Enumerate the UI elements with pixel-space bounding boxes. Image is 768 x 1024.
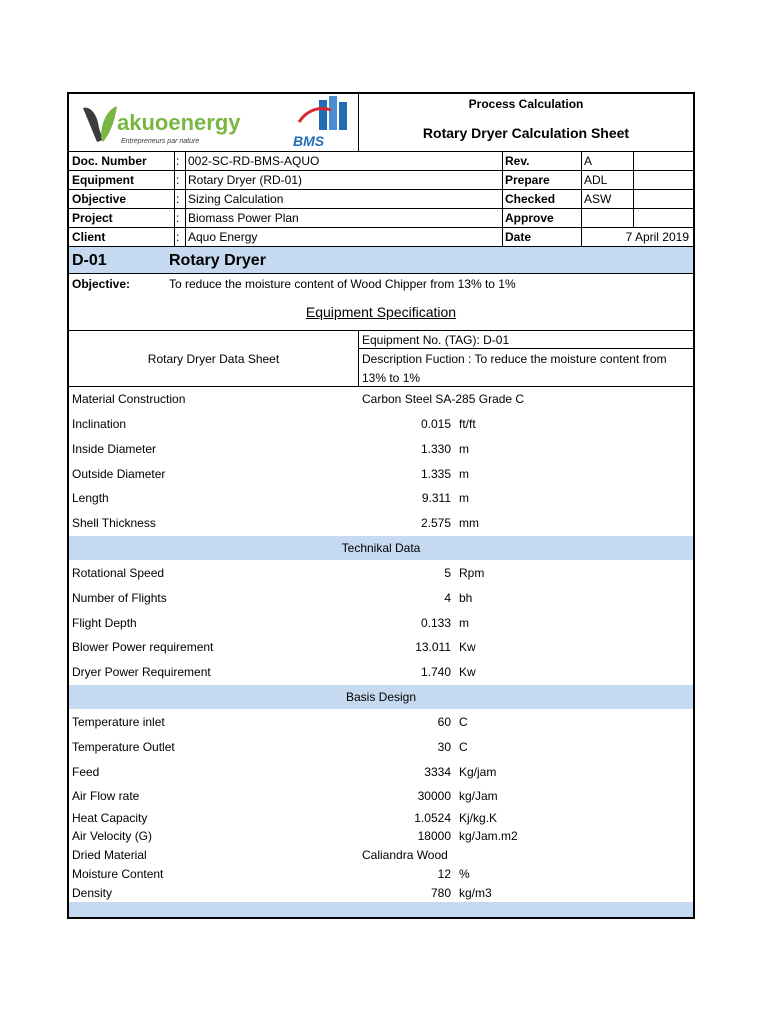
row-unit: m	[459, 491, 469, 506]
material-value: Carbon Steel SA-285 Grade C	[362, 392, 525, 406]
doc-sep: :	[176, 154, 180, 168]
doc-value: Aquo Energy	[188, 230, 258, 244]
row-label: Temperature Outlet	[72, 739, 175, 754]
row-unit: mm	[459, 516, 479, 531]
sheet-title: Rotary Dryer Calculation Sheet	[422, 125, 630, 141]
row-unit: bh	[459, 590, 473, 605]
doc-right-value: ASW	[584, 192, 612, 206]
doc-sep: :	[176, 173, 180, 187]
doc-right-label: Date	[505, 230, 532, 244]
row-unit: m	[459, 615, 469, 630]
row-value: 1.0524	[414, 811, 451, 825]
tag-label: Equipment No. (TAG): D-01	[362, 333, 510, 347]
row-value: 60	[437, 715, 451, 729]
calculation-sheet	[67, 92, 695, 919]
row-label: Rotational Speed	[72, 566, 165, 580]
row-label: Dryer Power Requirement	[72, 665, 211, 680]
row-value: 18000	[417, 829, 451, 843]
row-value: 4	[444, 590, 451, 605]
doc-right-label: Approve	[505, 211, 554, 225]
row-value: 1.335	[420, 466, 451, 481]
description-line-1: Description Fuction : To reduce the moisture content from	[362, 352, 667, 366]
row-unit: Kw	[459, 640, 476, 655]
datasheet-label: Rotary Dryer Data Sheet	[147, 352, 280, 366]
doc-right-value: 7 April 2019	[625, 230, 689, 244]
category-label: Process Calculation	[468, 97, 584, 111]
row-unit: Kw	[459, 665, 476, 680]
doc-right-value: ADL	[584, 173, 608, 187]
description-line-2: 13% to 1%	[362, 371, 421, 385]
row-value: 30	[437, 739, 451, 754]
row-label: Inclination	[72, 417, 127, 431]
doc-value: Rotary Dryer (RD-01)	[188, 173, 303, 187]
objective-label: Objective:	[72, 277, 131, 291]
doc-label: Project	[72, 211, 113, 225]
row-unit: ft/ft	[459, 417, 476, 431]
row-value: 13.011	[415, 640, 451, 655]
equipment-code: D-01	[72, 252, 107, 269]
row-label: Moisture Content	[72, 867, 164, 881]
row-label: Inside Diameter	[72, 441, 157, 456]
row-unit: Kg/jam	[459, 764, 497, 779]
row-label: Air Velocity (G)	[72, 829, 153, 843]
basis-title: Basis Design	[345, 690, 417, 704]
doc-right-label: Rev.	[505, 154, 530, 168]
row-value: 0.015	[420, 417, 451, 431]
row-value: 9.311	[421, 491, 451, 506]
akuo-leaf-icon	[77, 102, 119, 146]
doc-value: Sizing Calculation	[188, 192, 284, 206]
row-label: Air Flow rate	[72, 789, 140, 804]
dried-material-value: Caliandra Wood	[362, 848, 448, 862]
row-unit: kg/Jam	[459, 789, 498, 804]
row-label: Blower Power requirement	[72, 640, 214, 655]
technical-title: Technikal Data	[341, 541, 421, 555]
objective-text: To reduce the moisture content of Wood Chipper from 13% to 1%	[169, 277, 516, 291]
row-label: Temperature inlet	[72, 715, 165, 729]
doc-right-value: A	[584, 154, 593, 168]
doc-label: Doc. Number	[72, 154, 147, 168]
row-unit: %	[459, 867, 470, 881]
row-value: 1.740	[420, 665, 451, 680]
material-label: Material Construction	[72, 392, 186, 406]
doc-right-label: Prepare	[505, 173, 550, 187]
doc-label: Objective	[72, 192, 127, 206]
row-unit: C	[459, 715, 468, 729]
row-label: Heat Capacity	[72, 811, 148, 825]
partner-name: BMS	[293, 133, 325, 149]
row-value: 1.330	[420, 441, 451, 456]
row-label: Number of Flights	[72, 590, 167, 605]
row-label: Length	[72, 491, 109, 506]
spec-title: Equipment Specification	[305, 304, 457, 320]
row-value: 780	[430, 886, 451, 900]
akuoenergy-logo	[77, 102, 277, 146]
row-label: Density	[72, 886, 113, 900]
row-label: Shell Thickness	[72, 516, 156, 531]
row-unit: Kj/kg.K	[459, 811, 498, 825]
doc-sep: :	[176, 230, 180, 244]
row-unit: Rpm	[459, 566, 485, 580]
row-unit: m	[459, 441, 469, 456]
bms-building-icon	[297, 96, 357, 132]
row-unit: m	[459, 466, 469, 481]
row-unit: C	[459, 739, 468, 754]
doc-label: Equipment	[72, 173, 134, 187]
doc-right-label: Checked	[505, 192, 556, 206]
doc-value: Biomass Power Plan	[188, 211, 299, 225]
row-label: Flight Depth	[72, 615, 137, 630]
row-value: 2.575	[420, 516, 451, 531]
row-value: 12	[437, 867, 451, 881]
company-tagline: Entrepreneurs par nature	[121, 138, 200, 145]
row-unit: kg/m3	[459, 886, 492, 900]
doc-value: 002-SC-RD-BMS-AQUO	[188, 154, 320, 168]
row-value: 3334	[424, 764, 451, 779]
row-value: 0.133	[420, 615, 451, 630]
doc-sep: :	[176, 211, 180, 225]
company-name: akuoenergy	[117, 110, 241, 135]
bms-logo	[289, 96, 359, 150]
dried-material-label: Dried Material	[72, 848, 147, 862]
doc-sep: :	[176, 192, 180, 206]
row-label: Feed	[72, 764, 100, 779]
doc-label: Client	[72, 230, 106, 244]
row-unit: kg/Jam.m2	[459, 829, 518, 843]
equipment-name: Rotary Dryer	[169, 252, 266, 269]
row-label: Outside Diameter	[72, 466, 166, 481]
row-value: 5	[444, 566, 451, 580]
row-value: 30000	[417, 789, 451, 804]
